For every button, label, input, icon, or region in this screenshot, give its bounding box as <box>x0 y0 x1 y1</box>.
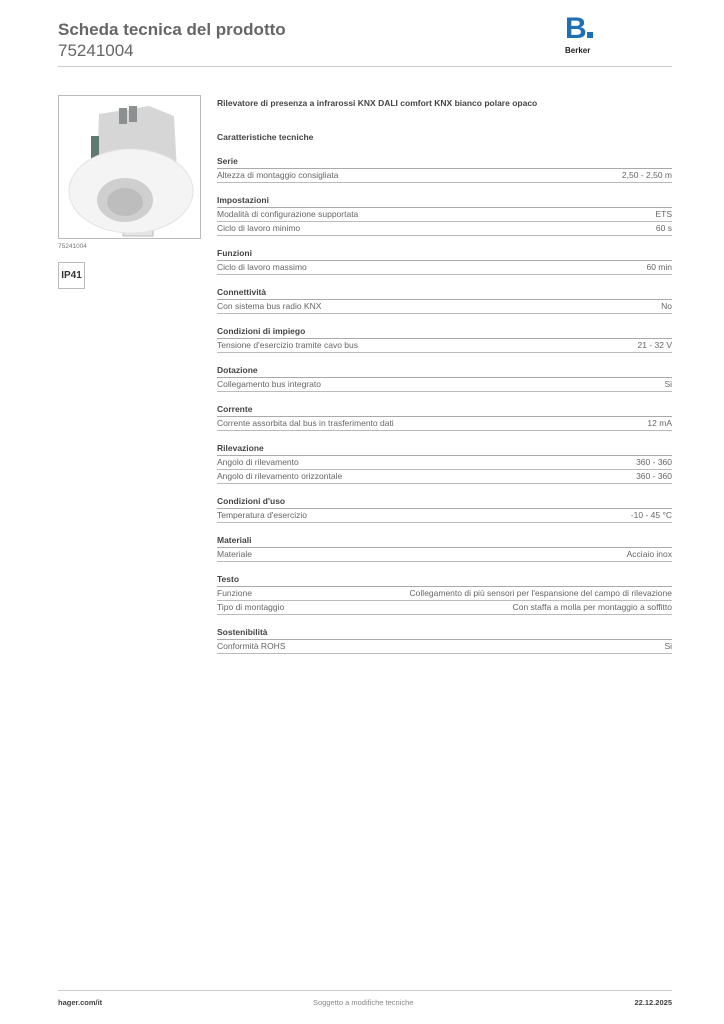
spec-value: Con staffa a molla per montaggio a soffitto <box>512 602 672 612</box>
spec-value: 60 min <box>646 262 672 272</box>
spec-section <box>217 573 672 615</box>
spec-section <box>217 364 672 392</box>
section-title: Condizioni d'uso <box>217 495 672 509</box>
spec-label: Con sistema bus radio KNX <box>217 301 322 311</box>
footer-divider <box>58 990 672 991</box>
section-title: Corrente <box>217 403 672 417</box>
spec-value: Acciaio inox <box>626 549 672 559</box>
spec-value: 2,50 - 2,50 m <box>621 170 672 180</box>
spec-row <box>217 548 672 562</box>
footer-note: Soggetto a modifiche tecniche <box>313 998 414 1007</box>
section-title: Funzioni <box>217 247 672 261</box>
spec-label: Materiale <box>217 549 252 559</box>
spec-content <box>217 96 672 654</box>
spec-section <box>217 155 672 183</box>
spec-value: -10 - 45 °C <box>630 510 672 520</box>
spec-section <box>217 247 672 275</box>
spec-value: 21 - 32 V <box>637 340 672 350</box>
spec-row <box>217 378 672 392</box>
section-title: Sostenibilità <box>217 626 672 640</box>
spec-label: Tensione d'esercizio tramite cavo bus <box>217 340 358 350</box>
berker-logo: B Berker <box>565 12 609 56</box>
spec-value: 360 - 360 <box>636 457 672 467</box>
spec-section <box>217 442 672 484</box>
spec-value: Si <box>664 641 672 651</box>
spec-label: Ciclo di lavoro massimo <box>217 262 307 272</box>
spec-row <box>217 470 672 484</box>
spec-value: 12 mA <box>647 418 672 428</box>
spec-sections <box>217 155 672 654</box>
spec-value: Collegamento di più sensori per l'espansione del campo di rilevazione <box>409 588 672 598</box>
spec-row <box>217 509 672 523</box>
spec-section <box>217 194 672 236</box>
spec-row <box>217 456 672 470</box>
spec-value: Si <box>664 379 672 389</box>
spec-section <box>217 403 672 431</box>
product-description: Rilevatore di presenza a infrarossi KNX DALI comfort KNX bianco polare opaco <box>217 98 538 108</box>
footer-date: 22.12.2025 <box>634 998 672 1007</box>
spec-value: 60 s <box>655 223 672 233</box>
spec-label: Conformità ROHS <box>217 641 286 651</box>
spec-section <box>217 495 672 523</box>
spec-label: Angolo di rilevamento <box>217 457 299 467</box>
spec-row <box>217 169 672 183</box>
section-title: Testo <box>217 573 672 587</box>
spec-value: No <box>661 301 672 311</box>
section-title: Connettività <box>217 286 672 300</box>
specs-heading: Caratteristiche tecniche <box>217 132 314 142</box>
brand-name: Berker <box>565 46 591 55</box>
spec-row <box>217 339 672 353</box>
section-title: Materiali <box>217 534 672 548</box>
footer-website[interactable]: hager.com/it <box>58 998 103 1007</box>
spec-value: ETS <box>655 209 672 219</box>
spec-row <box>217 417 672 431</box>
spec-row <box>217 601 672 615</box>
spec-label: Altezza di montaggio consigliata <box>217 170 339 180</box>
spec-label: Corrente assorbita dal bus in trasferimento dati <box>217 418 394 428</box>
spec-row <box>217 208 672 222</box>
spec-section <box>217 626 672 654</box>
spec-section <box>217 286 672 314</box>
header-divider <box>58 66 672 67</box>
spec-value: 360 - 360 <box>636 471 672 481</box>
ip-rating-badge: IP41 <box>58 262 85 289</box>
spec-row <box>217 300 672 314</box>
spec-row <box>217 222 672 236</box>
spec-row <box>217 261 672 275</box>
spec-label: Collegamento bus integrato <box>217 379 321 389</box>
spec-label: Tipo di montaggio <box>217 602 285 612</box>
spec-label: Modalità di configurazione supportata <box>217 209 359 219</box>
section-title: Condizioni di impiego <box>217 325 672 339</box>
spec-section <box>217 325 672 353</box>
product-code: 75241004 <box>58 41 134 60</box>
spec-label: Funzione <box>217 588 252 598</box>
section-title: Impostazioni <box>217 194 672 208</box>
section-title: Serie <box>217 155 672 169</box>
spec-row <box>217 640 672 654</box>
section-title: Dotazione <box>217 364 672 378</box>
spec-label: Angolo di rilevamento orizzontale <box>217 471 343 481</box>
spec-row <box>217 587 672 601</box>
section-title: Rilevazione <box>217 442 672 456</box>
spec-section <box>217 534 672 562</box>
image-caption: 75241004 <box>58 243 87 250</box>
page-title: Scheda tecnica del prodotto <box>58 20 286 39</box>
product-image <box>58 95 201 239</box>
spec-label: Temperatura d'esercizio <box>217 510 307 520</box>
spec-label: Ciclo di lavoro minimo <box>217 223 301 233</box>
